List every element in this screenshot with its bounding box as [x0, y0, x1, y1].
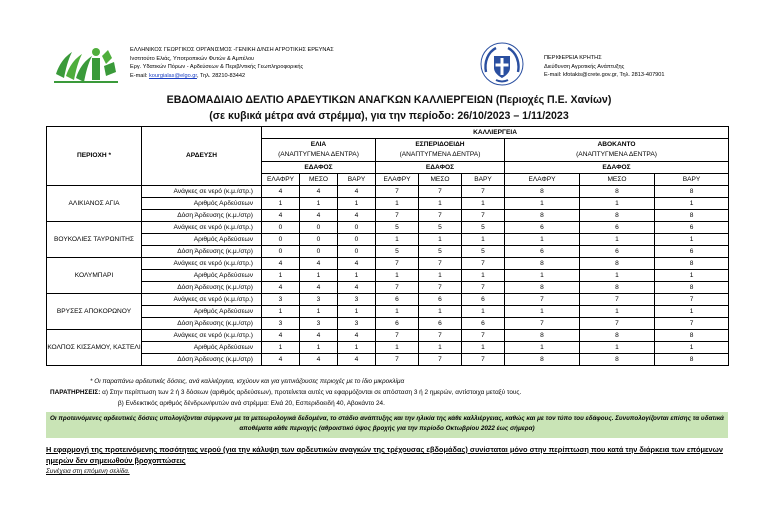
table-row [47, 222, 729, 234]
value-cell: 8 [655, 282, 729, 294]
row-label: Δόση Άρδευσης (κ.μ./στρ) [142, 210, 262, 222]
value-cell: 7 [462, 330, 505, 342]
remarks-label: ΠΑΡΑΤΗΡΗΣΕΙΣ: [50, 389, 101, 396]
value-cell: 1 [300, 306, 338, 318]
value-cell: 1 [580, 234, 655, 246]
crop-name: ΕΛΙΑ [310, 141, 327, 148]
value-cell: 8 [505, 186, 580, 198]
value-cell: 7 [655, 318, 729, 330]
value-cell: 6 [655, 246, 729, 258]
value-cell: 5 [419, 222, 462, 234]
value-cell: 1 [419, 234, 462, 246]
value-cell: 8 [655, 354, 729, 366]
value-cell: 8 [580, 282, 655, 294]
soil-header: ΕΔΑΦΟΣ [505, 162, 729, 174]
value-cell: 1 [505, 270, 580, 282]
value-cell: 1 [655, 198, 729, 210]
value-cell: 5 [462, 246, 505, 258]
crop-sub: (ΑΝΑΠΤΥΓΜΕΝΑ ΔΕΝΤΡΑ) [576, 151, 657, 158]
table-row [47, 258, 729, 270]
value-cell: 4 [262, 186, 300, 198]
value-cell: 0 [262, 222, 300, 234]
value-cell: 6 [462, 294, 505, 306]
header-area: ΠΕΡΙΟΧΗ * [47, 127, 142, 186]
table-row [47, 234, 729, 246]
value-cell: 7 [419, 258, 462, 270]
value-cell: 7 [376, 210, 419, 222]
table-row [47, 306, 729, 318]
value-cell: 4 [338, 186, 376, 198]
row-label: Δόση Άρδευσης (κ.μ./στρ) [142, 246, 262, 258]
table-row [47, 282, 729, 294]
value-cell: 6 [462, 318, 505, 330]
value-cell: 0 [262, 234, 300, 246]
value-cell: 5 [462, 222, 505, 234]
value-cell: 7 [419, 186, 462, 198]
soil-type-header: ΒΑΡΥ [655, 174, 729, 186]
area-name: ΚΟΛΥΜΠΑΡΙ [47, 258, 142, 294]
irrigation-table [46, 126, 729, 366]
area-name: ΚΟΛΠΟΣ ΚΙΣΣΑΜΟΥ, ΚΑΣΤΕΛΙ [47, 330, 142, 366]
table-row [47, 186, 729, 198]
crop-sub: (ΑΝΑΠΤΥΓΜΕΝΑ ΔΕΝΤΡΑ) [278, 151, 359, 158]
value-cell: 7 [419, 354, 462, 366]
row-label: Αριθμός Αρδεύσεων [142, 234, 262, 246]
value-cell: 4 [262, 210, 300, 222]
phone-text: , Τηλ. 28210-83442 [196, 72, 246, 79]
value-cell: 1 [262, 198, 300, 210]
value-cell: 1 [505, 234, 580, 246]
value-cell: 1 [655, 306, 729, 318]
row-label: Αριθμός Αρδεύσεων [142, 198, 262, 210]
value-cell: 1 [376, 306, 419, 318]
soil-header: ΕΔΑΦΟΣ [262, 162, 376, 174]
value-cell: 8 [505, 354, 580, 366]
org-right-text [544, 54, 665, 80]
soil-type-header: ΜΕΣΟ [300, 174, 338, 186]
value-cell: 7 [655, 294, 729, 306]
org-left-text [130, 46, 334, 80]
value-cell: 3 [300, 318, 338, 330]
value-cell: 3 [338, 318, 376, 330]
value-cell: 7 [462, 282, 505, 294]
soil-type-header: ΒΑΡΥ [462, 174, 505, 186]
area-name: ΑΛΙΚΙΑΝΟΣ ΑΓΙΑ [47, 186, 142, 222]
value-cell: 6 [376, 294, 419, 306]
value-cell: 8 [580, 186, 655, 198]
table-row [47, 270, 729, 282]
value-cell: 8 [505, 282, 580, 294]
remark-a: α) Στην περίπτωση των 2 ή 3 δόσεων (αριθμός αρδεύσεων), προτείνεται αυτές να εφαρμόζονται σε απόσταση 3 ή 2 ημερών, αντίστοιχα μεταξύ τους. [102, 389, 522, 396]
table-row [47, 294, 729, 306]
value-cell: 3 [262, 294, 300, 306]
value-cell: 7 [462, 258, 505, 270]
soil-type-header: ΕΛΑΦΡΥ [262, 174, 300, 186]
value-cell: 6 [376, 318, 419, 330]
value-cell: 1 [505, 306, 580, 318]
green-info-box: Οι προτεινόμενες αρδευτικές δόσεις υπολογίζονται σύμφωνα με τα μετεωρολογικά δεδομένα, το στάδιο ανάπτυξης και την ηλικία της κάθε καλλιέργειας, καθώς και με τον τύπο του εδάφους. Συνυπολογίζονται επίσης τα υδατικά αποθέματα κάθε περιοχής (αθροιστικό ύψος βροχής για την περίοδο Οκτωβρίου 2022 έως σήμερα) [46, 412, 728, 438]
value-cell: 7 [462, 354, 505, 366]
header-right [480, 42, 740, 88]
value-cell: 4 [300, 210, 338, 222]
value-cell: 7 [580, 318, 655, 330]
value-cell: 6 [419, 318, 462, 330]
crop-name: ΑΒΟΚΑΝΤΟ [597, 141, 636, 148]
row-label: Αριθμός Αρδεύσεων [142, 342, 262, 354]
value-cell: 8 [655, 330, 729, 342]
page-title: ΕΒΔΟΜΑΔΙΑΙΟ ΔΕΛΤΙΟ ΑΡΔΕΥΤΙΚΩΝ ΑΝΑΓΚΩΝ ΚΑΛΛΙΕΡΓΕΙΩΝ (Περιοχές Π.Ε. Χανίων) [166, 94, 612, 106]
soil-type-header: ΕΛΑΦΡΥ [505, 174, 580, 186]
value-cell: 4 [338, 258, 376, 270]
value-cell: 4 [262, 282, 300, 294]
table-row [47, 330, 729, 342]
soil-type-header: ΕΛΑΦΡΥ [376, 174, 419, 186]
value-cell: 1 [462, 270, 505, 282]
soil-type-header: ΜΕΣΟ [419, 174, 462, 186]
crop-sub: (ΑΝΑΠΤΥΓΜΕΝΑ ΔΕΝΤΡΑ) [399, 151, 481, 158]
value-cell: 8 [505, 330, 580, 342]
value-cell: 1 [376, 270, 419, 282]
value-cell: 4 [338, 354, 376, 366]
value-cell: 7 [580, 294, 655, 306]
row-label: Ανάγκες σε νερό (κ.μ./στρ.) [142, 222, 262, 234]
table-row [47, 354, 729, 366]
value-cell: 5 [419, 246, 462, 258]
value-cell: 8 [655, 210, 729, 222]
value-cell: 7 [376, 330, 419, 342]
org-left-line-1: ΕΛΛΗΝΙΚΟΣ ΓΕΩΡΓΙΚΟΣ ΟΡΓΑΝΙΣΜΟΣ -ΓΕΝΙΚΗ Δ/ΝΣΗ ΑΓΡΟΤΙΚΗΣ ΕΡΕΥΝΑΣ [130, 47, 334, 53]
org-right-line-3: E-mail: kfotakis@crete.gov.gr, Τηλ. 2813-407901 [544, 72, 665, 79]
value-cell: 7 [505, 294, 580, 306]
org-left-contact [130, 72, 334, 81]
value-cell: 6 [655, 222, 729, 234]
value-cell: 8 [580, 330, 655, 342]
value-cell: 1 [376, 342, 419, 354]
value-cell: 1 [262, 270, 300, 282]
value-cell: 1 [376, 198, 419, 210]
value-cell: 7 [376, 258, 419, 270]
value-cell: 1 [300, 342, 338, 354]
value-cell: 4 [262, 330, 300, 342]
row-label: Ανάγκες σε νερό (κ.μ./στρ.) [142, 186, 262, 198]
page-subtitle: (σε κυβικά μέτρα ανά στρέμμα), για την περίοδο: 26/10/2023 – 1/11/2023 [209, 110, 569, 122]
value-cell: 8 [505, 210, 580, 222]
table-row [47, 342, 729, 354]
value-cell: 4 [300, 258, 338, 270]
value-cell: 1 [462, 342, 505, 354]
value-cell: 0 [300, 222, 338, 234]
value-cell: 1 [655, 342, 729, 354]
value-cell: 1 [338, 306, 376, 318]
value-cell: 5 [376, 222, 419, 234]
org-right-line-1: ΠΕΡΙΦΕΡΕΙΑ ΚΡΗΤΗΣ [544, 55, 602, 61]
table-row [47, 198, 729, 210]
value-cell: 1 [462, 198, 505, 210]
area-name: ΒΡΥΣΕΣ ΑΠΟΚΟΡΩΝΟΥ [47, 294, 142, 330]
value-cell: 6 [580, 222, 655, 234]
value-cell: 7 [376, 354, 419, 366]
value-cell: 1 [300, 198, 338, 210]
crop-name: ΕΣΠΕΡΙΔΟΕΙΔΗ [415, 141, 465, 148]
note-star: * Οι παραπάνω αρδευτικές δόσεις, ανά καλλιέργεια, ισχύουν και για γειτνιάζουσες περιοχές με το ίδιο μικροκλίμα [90, 378, 405, 385]
value-cell: 1 [505, 342, 580, 354]
table-row [47, 210, 729, 222]
elgo-logo-icon [52, 44, 122, 86]
table-row [47, 246, 729, 258]
value-cell: 8 [655, 258, 729, 270]
value-cell: 1 [655, 270, 729, 282]
value-cell: 7 [419, 330, 462, 342]
soil-header: ΕΔΑΦΟΣ [376, 162, 505, 174]
crop-avocado [505, 139, 729, 162]
org-left-line-3: Εργ. Υδατικών Πόρων - Αρδεύσεων & Περιβ/ντικής Γεωπληροφορικής [130, 64, 304, 71]
value-cell: 1 [338, 342, 376, 354]
value-cell: 7 [462, 210, 505, 222]
value-cell: 8 [580, 210, 655, 222]
value-cell: 4 [300, 282, 338, 294]
value-cell: 4 [300, 354, 338, 366]
value-cell: 7 [505, 318, 580, 330]
soil-type-header: ΜΕΣΟ [580, 174, 655, 186]
value-cell: 3 [300, 294, 338, 306]
value-cell: 1 [338, 198, 376, 210]
value-cell: 5 [376, 246, 419, 258]
row-label: Δόση Άρδευσης (κ.μ./στρ) [142, 318, 262, 330]
value-cell: 1 [419, 306, 462, 318]
value-cell: 4 [338, 330, 376, 342]
value-cell: 1 [300, 270, 338, 282]
header-left [52, 42, 392, 88]
row-label: Ανάγκες σε νερό (κ.μ./στρ.) [142, 330, 262, 342]
email-link[interactable]: kourgialas@elgo.gr [148, 72, 197, 79]
row-label: Δόση Άρδευσης (κ.μ./στρ) [142, 354, 262, 366]
value-cell: 4 [338, 282, 376, 294]
value-cell: 1 [419, 270, 462, 282]
value-cell: 6 [505, 246, 580, 258]
continued-note: Συνέχεια στη επόμενη σελίδα. [46, 468, 130, 475]
soil-type-header: ΒΑΡΥ [338, 174, 376, 186]
header-irrigation: ΑΡΔΕΥΣΗ [142, 127, 262, 186]
value-cell: 0 [338, 234, 376, 246]
value-cell: 6 [580, 246, 655, 258]
value-cell: 1 [580, 342, 655, 354]
value-cell: 6 [419, 294, 462, 306]
value-cell: 4 [300, 186, 338, 198]
value-cell: 6 [505, 222, 580, 234]
value-cell: 1 [419, 342, 462, 354]
value-cell: 3 [338, 294, 376, 306]
value-cell: 0 [338, 246, 376, 258]
value-cell: 1 [580, 198, 655, 210]
org-left-line-2: Ινστιτούτο Ελιάς, Υποτροπικών Φυτών & Αμπέλου [130, 55, 255, 62]
value-cell: 7 [419, 210, 462, 222]
value-cell: 4 [338, 210, 376, 222]
value-cell: 0 [338, 222, 376, 234]
value-cell: 8 [505, 258, 580, 270]
value-cell: 0 [300, 246, 338, 258]
value-cell: 1 [580, 270, 655, 282]
table-row [47, 318, 729, 330]
remarks [50, 389, 521, 396]
remark-b: β) Ενδεικτικός αριθμός δένδρων/φυτών ανά στρέμμα: Ελιά 20, Εσπεριδοειδή 40, Αβοκάντο 24. [118, 400, 385, 407]
value-cell: 7 [419, 282, 462, 294]
org-right-line-2: Διεύθυνση Αγροτικής Ανάπτυξης [544, 63, 625, 70]
value-cell: 1 [655, 234, 729, 246]
value-cell: 1 [262, 342, 300, 354]
value-cell: 1 [505, 198, 580, 210]
value-cell: 1 [419, 198, 462, 210]
row-label: Δόση Άρδευσης (κ.μ./στρ) [142, 282, 262, 294]
value-cell: 8 [655, 186, 729, 198]
row-label: Αριθμός Αρδεύσεων [142, 270, 262, 282]
value-cell: 7 [462, 186, 505, 198]
value-cell: 8 [580, 354, 655, 366]
row-label: Ανάγκες σε νερό (κ.μ./στρ.) [142, 258, 262, 270]
value-cell: 1 [462, 306, 505, 318]
value-cell: 4 [300, 330, 338, 342]
value-cell: 3 [262, 318, 300, 330]
value-cell: 0 [262, 246, 300, 258]
value-cell: 0 [300, 234, 338, 246]
email-label: E-mail: [130, 72, 148, 79]
hellenic-republic-seal-icon [480, 42, 524, 86]
area-name: ΒΟΥΚΟΛΙΕΣ ΤΑΥΡΩΝΙΤΗΣ [47, 222, 142, 258]
header-crops: ΚΑΛΛΙΕΡΓΕΙΑ [262, 127, 729, 139]
row-label: Αριθμός Αρδεύσεων [142, 306, 262, 318]
value-cell: 8 [580, 258, 655, 270]
value-cell: 1 [338, 270, 376, 282]
value-cell: 1 [462, 234, 505, 246]
value-cell: 1 [376, 234, 419, 246]
value-cell: 7 [376, 282, 419, 294]
value-cell: 4 [262, 258, 300, 270]
value-cell: 7 [376, 186, 419, 198]
crop-citrus [376, 139, 505, 162]
value-cell: 1 [262, 306, 300, 318]
value-cell: 1 [580, 306, 655, 318]
rain-warning-note: Η εφαρμογή της προτεινόμενης ποσότητας νερού (για την κάλυψη των αρδευτικών αναγκών της τρέχουσας εβδομάδας) συνίσταται μόνο στην περίπτωση που κατά την διάρκεια των επόμενων ημερών δεν σημειωθούν βροχοπτώσεις [46, 445, 724, 465]
crop-olive [262, 139, 376, 162]
row-label: Ανάγκες σε νερό (κ.μ./στρ.) [142, 294, 262, 306]
value-cell: 4 [262, 354, 300, 366]
